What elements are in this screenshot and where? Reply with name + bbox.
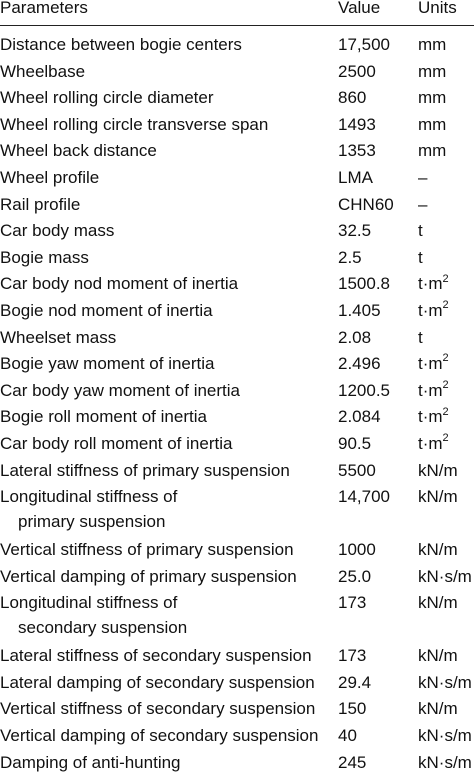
parameter-unit: [418, 432, 474, 457]
parameter-name: Car body mass: [0, 221, 115, 241]
parameter-name: Damping of anti-hunting: [0, 752, 181, 772]
table-row: [0, 297, 474, 324]
parameter-value: 1000: [338, 540, 376, 560]
parameter-unit: [418, 644, 474, 669]
table-row: [0, 324, 474, 351]
unit-text: –: [418, 167, 428, 187]
parameter-unit: [418, 272, 474, 297]
parameter-value: 1353: [338, 141, 376, 161]
parameter-unit: [418, 591, 474, 616]
parameter-value: 860: [338, 88, 367, 108]
table-row: [0, 483, 474, 536]
unit-text: t: [418, 247, 423, 267]
parameter-name: Vertical stiffness of primary suspension: [0, 540, 294, 560]
parameter-value: 2.08: [338, 327, 372, 347]
parameter-name: Lateral stiffness of primary suspension: [0, 460, 290, 480]
table-row: [0, 695, 474, 722]
parameter-name: Wheelset mass: [0, 327, 117, 347]
table-row: [0, 58, 474, 85]
parameter-value: 245: [338, 752, 367, 772]
table-row: [0, 164, 474, 191]
unit-text: t: [418, 221, 423, 241]
parameter-value: 25.0: [338, 566, 372, 586]
parameter-name: Wheel rolling circle diameter: [0, 88, 214, 108]
parameter-value: 5500: [338, 460, 376, 480]
parameter-name-line1: Longitudinal stiffness of: [0, 593, 178, 613]
parameter-value: 173: [338, 646, 367, 666]
parameter-value: 2.084: [338, 407, 381, 427]
table-row: [0, 457, 474, 484]
header-value: Value: [338, 0, 381, 17]
parameter-value: 1.405: [338, 300, 381, 320]
parameter-name: Bogie mass: [0, 247, 89, 267]
parameter-value: 150: [338, 699, 367, 719]
unit-text: t: [418, 327, 423, 347]
unit-text: mm: [418, 61, 447, 81]
parameter-value: 2.496: [338, 354, 381, 374]
parameter-value: 173: [338, 593, 367, 613]
parameter-value: 14,700: [338, 487, 390, 507]
unit-text: kN/m: [418, 460, 458, 480]
parameter-name: Car body roll moment of inertia: [0, 433, 233, 453]
parameter-value: 2.5: [338, 247, 362, 267]
table-row: [0, 191, 474, 218]
table-row: [0, 111, 474, 138]
parameter-value: 90.5: [338, 433, 372, 453]
parameter-name: Rail profile: [0, 194, 81, 214]
unit-text: t·m: [418, 354, 443, 374]
table-row: [0, 430, 474, 457]
parameter-name: Vertical damping of secondary suspension: [0, 726, 319, 746]
unit-text: t·m: [418, 433, 443, 453]
parameter-unit: [418, 352, 474, 377]
unit-exponent: 2: [442, 352, 449, 365]
parameter-name: Wheel back distance: [0, 141, 157, 161]
parameter-name: Vertical damping of primary suspension: [0, 566, 297, 586]
table-row: [0, 270, 474, 297]
parameter-unit: [418, 697, 474, 722]
unit-text: –: [418, 194, 428, 214]
table-row: [0, 536, 474, 563]
table-row: [0, 749, 474, 775]
unit-text: kN·s/m: [418, 672, 472, 692]
table-header: [0, 0, 474, 26]
unit-text: kN·s/m: [418, 752, 472, 772]
parameter-value: CHN60: [338, 194, 394, 214]
parameter-unit: [418, 485, 474, 510]
unit-exponent: 2: [442, 272, 449, 285]
table-row: [0, 377, 474, 404]
parameter-unit: [418, 538, 474, 563]
unit-exponent: 2: [442, 432, 449, 445]
unit-text: kN/m: [418, 646, 458, 666]
parameter-unit: [418, 246, 474, 271]
header-parameters: Parameters: [0, 0, 88, 17]
unit-text: kN/m: [418, 699, 458, 719]
parameter-name: Distance between bogie centers: [0, 35, 242, 54]
table-row: [0, 350, 474, 377]
unit-text: t·m: [418, 380, 443, 400]
parameter-name: Car body yaw moment of inertia: [0, 380, 240, 400]
parameter-unit: [418, 671, 474, 696]
unit-text: kN·s/m: [418, 726, 472, 746]
parameter-value: LMA: [338, 167, 373, 187]
parameter-value: 29.4: [338, 672, 372, 692]
parameter-value: 40: [338, 726, 357, 746]
unit-text: kN·s/m: [418, 566, 472, 586]
table-row: [0, 403, 474, 430]
parameter-unit: [418, 405, 474, 430]
unit-exponent: 2: [442, 379, 449, 392]
parameter-unit: [418, 459, 474, 484]
parameter-unit: [418, 193, 474, 218]
parameter-unit: [418, 565, 474, 590]
parameter-unit: [418, 326, 474, 351]
unit-text: kN/m: [418, 593, 458, 613]
table-row: [0, 642, 474, 669]
parameter-unit: [418, 379, 474, 404]
table-row: [0, 669, 474, 696]
parameter-value: 1493: [338, 114, 376, 134]
table-row: [0, 244, 474, 271]
unit-exponent: 2: [442, 405, 449, 418]
parameter-unit: [418, 113, 474, 138]
parameter-value: 1200.5: [338, 380, 390, 400]
parameter-name: Lateral stiffness of secondary suspension: [0, 646, 312, 666]
parameter-name: Wheel profile: [0, 167, 100, 187]
table-row: [0, 563, 474, 590]
unit-text: mm: [418, 141, 447, 161]
table-row: [0, 589, 474, 642]
unit-text: mm: [418, 114, 447, 134]
parameter-name: Wheel rolling circle transverse span: [0, 114, 269, 134]
parameter-name: Wheelbase: [0, 61, 86, 81]
table-row: [0, 217, 474, 244]
parameter-name: Bogie roll moment of inertia: [0, 407, 207, 427]
unit-text: t·m: [418, 274, 443, 294]
table-body: [0, 31, 474, 775]
unit-exponent: 2: [442, 299, 449, 312]
parameter-unit: [418, 219, 474, 244]
parameter-value: 17,500: [338, 35, 390, 54]
unit-text: mm: [418, 35, 447, 54]
parameter-unit: [418, 33, 474, 58]
parameter-name-line2: secondary suspension: [18, 617, 188, 637]
parameter-value: 32.5: [338, 221, 372, 241]
parameter-name: Car body nod moment of inertia: [0, 274, 239, 294]
parameter-value: 1500.8: [338, 274, 390, 294]
unit-text: kN/m: [418, 487, 458, 507]
table-row: [0, 722, 474, 749]
parameter-name: Bogie yaw moment of inertia: [0, 354, 215, 374]
parameter-value: 2500: [338, 61, 376, 81]
parameter-name: [0, 591, 330, 640]
parameter-unit: [418, 86, 474, 111]
header-units: Units: [418, 0, 457, 17]
parameter-unit: [418, 299, 474, 324]
parameter-name: [0, 485, 330, 534]
table-row: [0, 31, 474, 58]
parameter-name-line2: primary suspension: [18, 511, 166, 531]
parameter-unit: [418, 751, 474, 775]
unit-text: t·m: [418, 407, 443, 427]
parameter-unit: [418, 60, 474, 85]
parameter-unit: [418, 166, 474, 191]
parameter-unit: [418, 724, 474, 749]
parameter-name-line1: Longitudinal stiffness of: [0, 487, 178, 507]
unit-text: mm: [418, 88, 447, 108]
parameter-name: Bogie nod moment of inertia: [0, 300, 213, 320]
unit-text: t·m: [418, 300, 443, 320]
unit-text: kN/m: [418, 540, 458, 560]
table-row: [0, 137, 474, 164]
parameter-unit: [418, 139, 474, 164]
parameter-name: Vertical stiffness of secondary suspension: [0, 699, 316, 719]
table-row: [0, 84, 474, 111]
parameter-name: Lateral damping of secondary suspension: [0, 672, 315, 692]
